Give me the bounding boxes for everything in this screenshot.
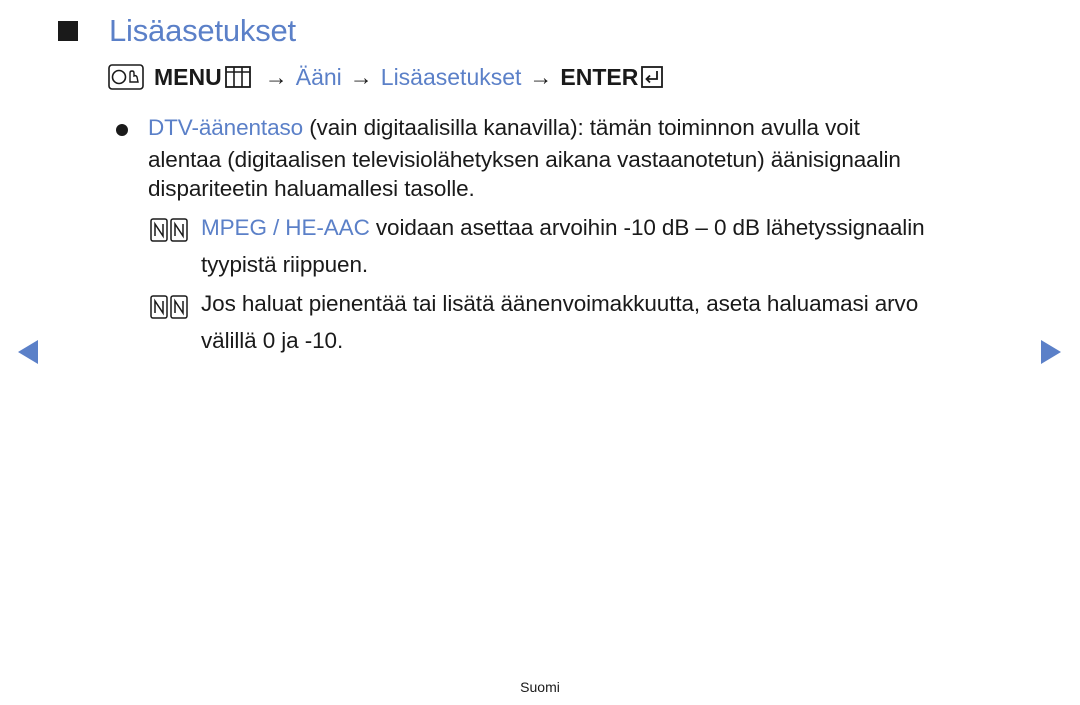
bullet-dot <box>116 124 128 136</box>
menu-path <box>108 60 663 94</box>
bullet-text-1: (vain digitaalisilla kanavilla): tämän toiminnon avulla voit <box>309 115 860 140</box>
note1-line-1 <box>201 213 925 243</box>
path-arrow: → <box>264 63 288 90</box>
bullet-line-3: dispariteetin haluamallesi tasolle. <box>148 176 475 201</box>
note2-line-1: Jos haluat pienentää tai lisätä äänenvoimakkuutta, aseta haluamasi arvo <box>201 291 919 316</box>
path-arrow: → <box>529 63 553 90</box>
next-page-icon[interactable] <box>1041 340 1061 364</box>
prev-page-icon[interactable] <box>18 340 38 364</box>
nn-note-icon <box>150 295 188 319</box>
note1-line-2: tyypistä riippuen. <box>201 252 369 277</box>
page-title: Lisäasetukset <box>109 13 296 48</box>
footer-language: Suomi <box>520 679 560 695</box>
oo-icon <box>108 64 144 90</box>
bullet-line-1 <box>148 113 860 143</box>
menu-grid-icon <box>225 66 251 88</box>
note1-term: MPEG / HE-AAC <box>201 215 370 240</box>
path-step-lisaasetukset: Lisäasetukset <box>380 63 522 90</box>
section-heading <box>58 10 296 52</box>
menu-label: MENU <box>154 63 222 90</box>
bullet-line-2: alentaa (digitaalisen televisiolähetyksen aikana vastaanotetun) äänisignaalin <box>148 147 901 172</box>
enter-label: ENTER <box>560 63 639 90</box>
bullet-term: DTV-äänentaso <box>148 115 304 140</box>
heading-square-icon <box>58 21 78 41</box>
enter-icon <box>641 66 663 88</box>
note2-line-2: välillä 0 ja -10. <box>201 328 344 353</box>
path-arrow: → <box>349 63 373 90</box>
path-step-aani: Ääni <box>295 63 342 90</box>
nn-note-icon <box>150 218 188 242</box>
note1-text-1: voidaan asettaa arvoihin -10 dB – 0 dB lähetyssignaalin <box>375 215 925 240</box>
